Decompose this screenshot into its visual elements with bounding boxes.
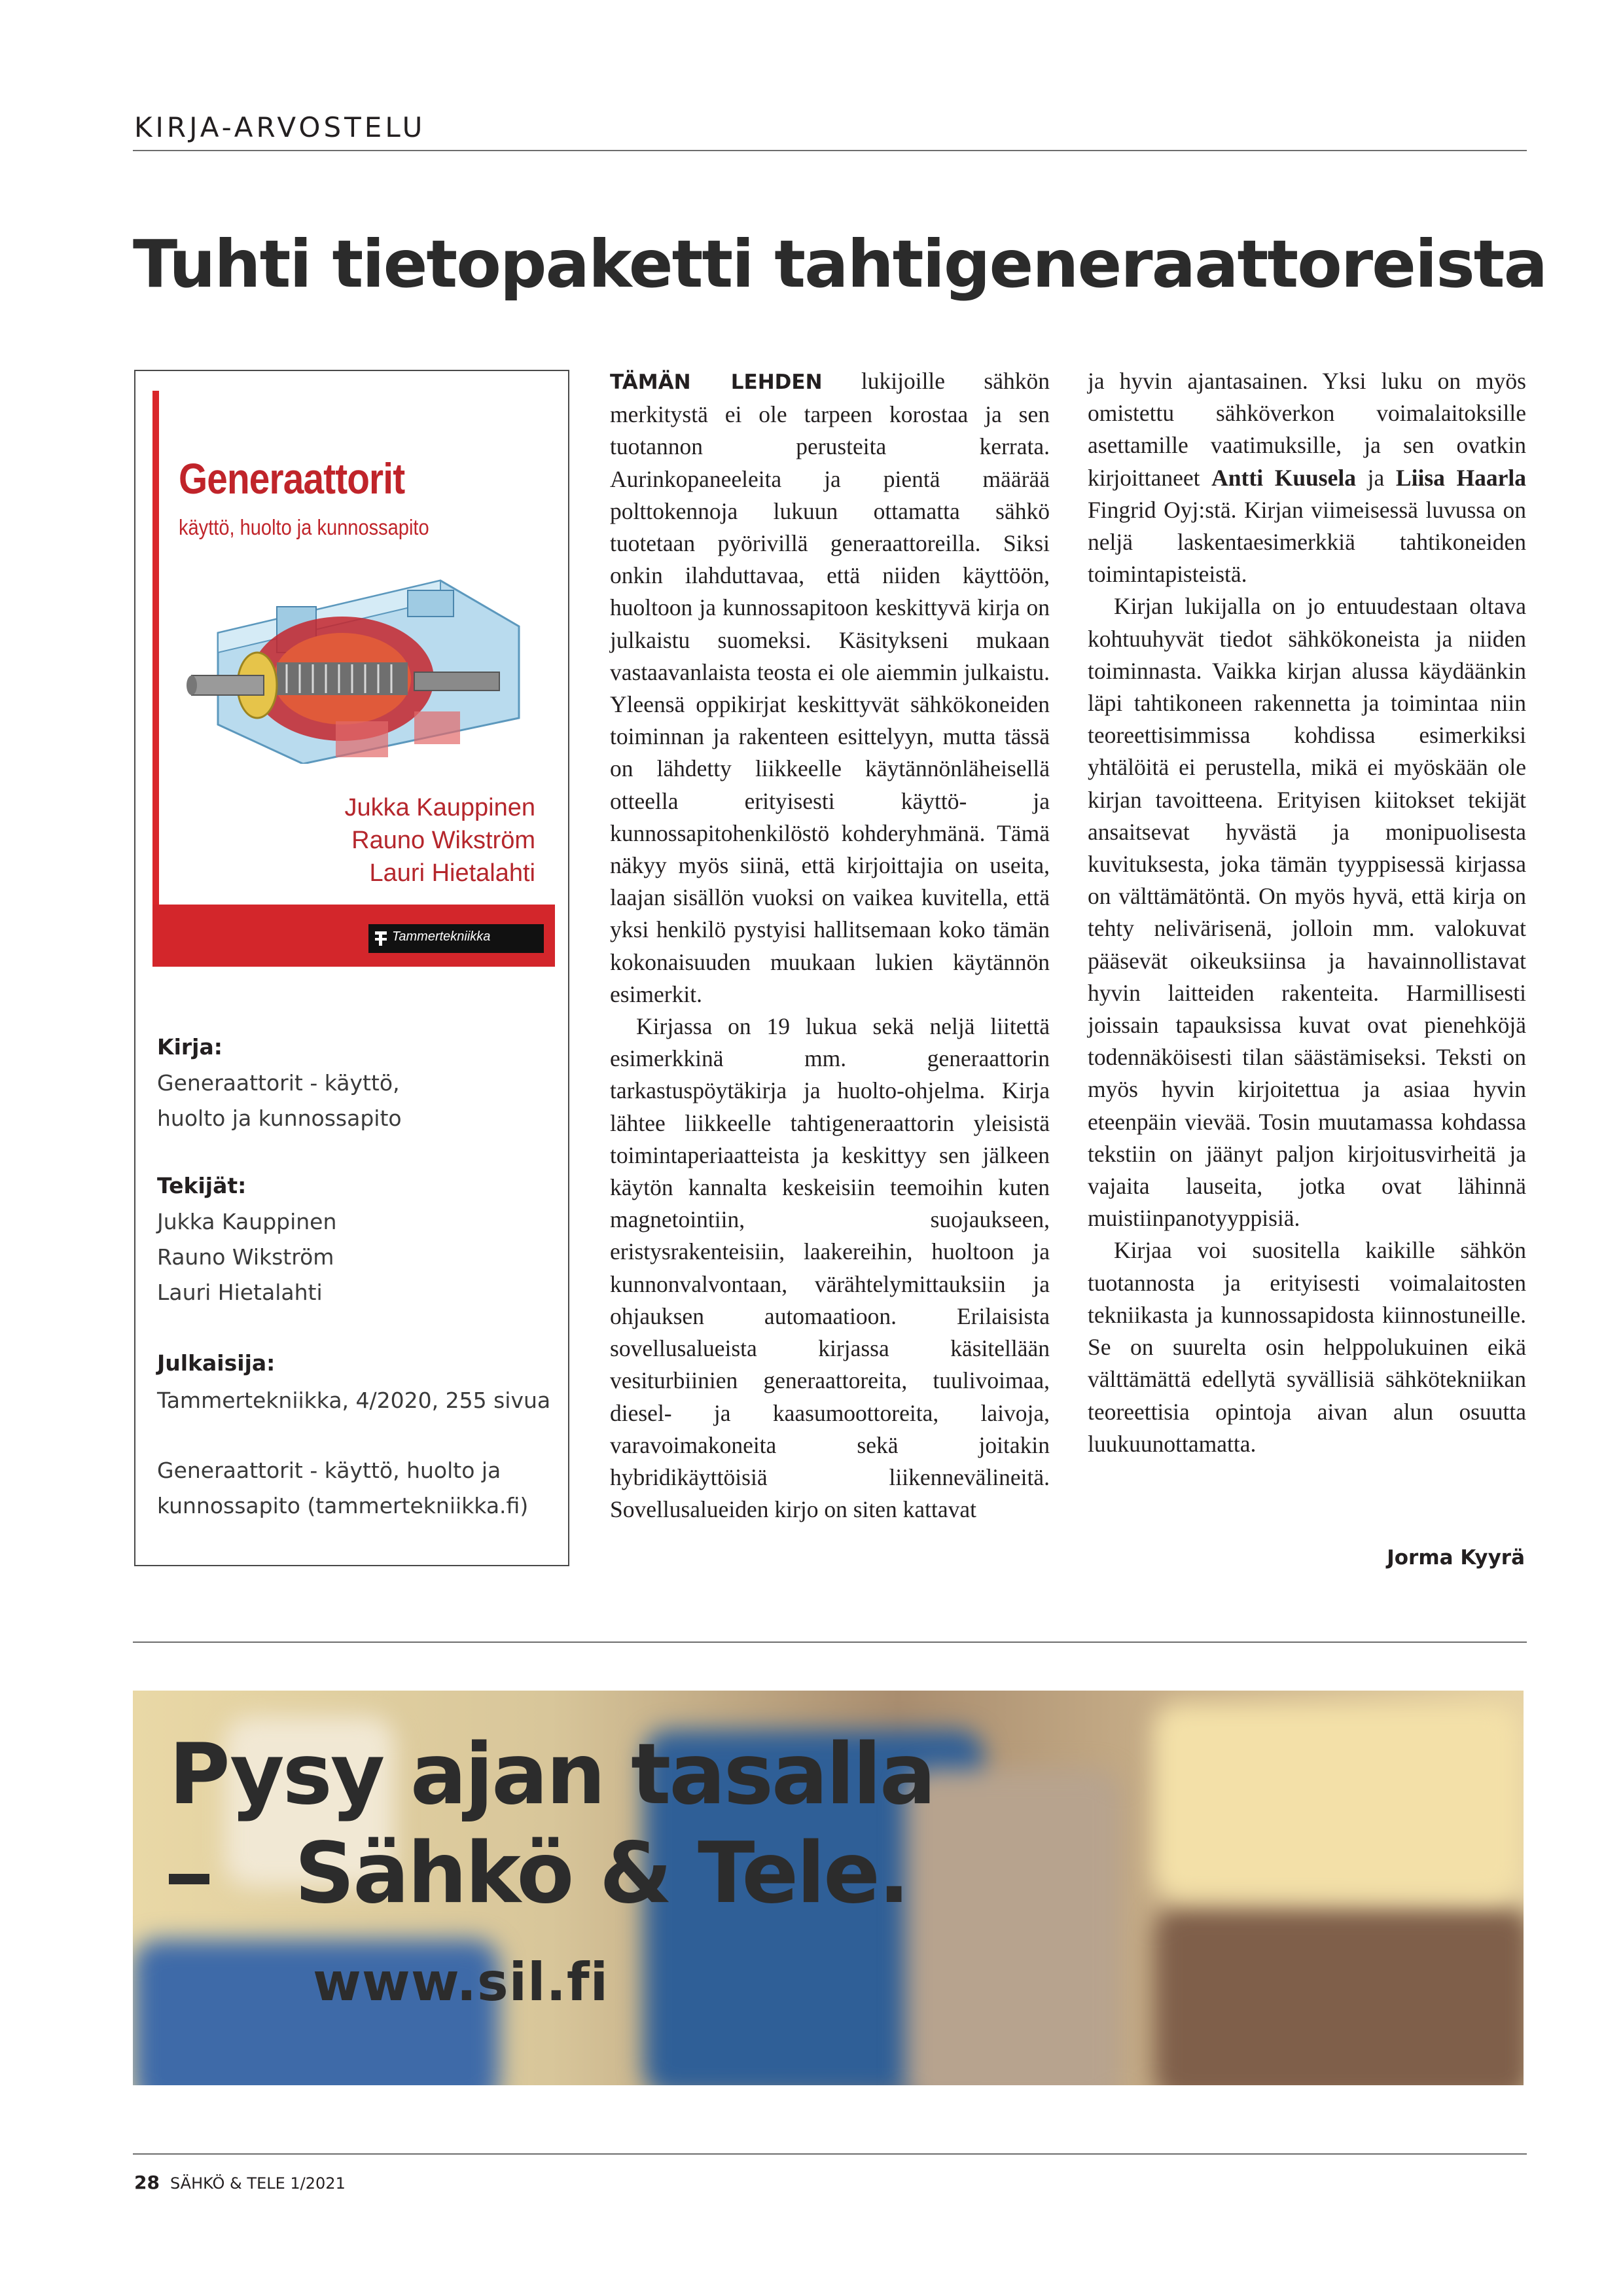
article-column-2	[1088, 365, 1526, 1460]
ad-background-blur	[905, 1769, 1121, 2085]
publisher-logo-icon	[374, 930, 388, 947]
lead-in: TÄMÄN LEHDEN	[610, 370, 823, 394]
publication-name: SÄHKÖ & TELE	[169, 2174, 285, 2193]
section-label: KIRJA-ARVOSTELU	[134, 111, 426, 143]
ad-url-link[interactable]: www.sil.fi	[313, 1952, 609, 2013]
authors-label: Tekijät:	[157, 1173, 247, 1198]
source-line: Generaattorit - käyttö, huolto ja	[157, 1458, 501, 1483]
authors-value	[157, 1204, 556, 1310]
header-divider	[133, 150, 1527, 151]
ad-dash	[169, 1874, 209, 1884]
ad-background-blur	[1154, 1704, 1520, 1900]
ad-headline-line-2-text: Sähkö & Tele.	[294, 1825, 908, 1922]
cover-red-bar	[152, 391, 159, 905]
publisher-value: Tammertekniikka, 4/2020, 255 sivua	[157, 1388, 551, 1413]
article-column-1	[610, 365, 1050, 1526]
person-name: Antti Kuusela	[1211, 464, 1356, 491]
publisher-label: Julkaisija:	[157, 1350, 276, 1376]
paragraph-1	[610, 365, 1050, 1011]
cover-subtitle: käyttö, huolto ja kunnossapito	[179, 515, 429, 539]
author-name: Rauno Wikström	[157, 1244, 334, 1270]
page-number: 28	[134, 2172, 160, 2193]
cover-author: Rauno Wikström	[351, 827, 535, 854]
source-note	[157, 1453, 556, 1524]
book-label: Kirja:	[157, 1034, 223, 1060]
paragraph-3-text: ja	[1356, 464, 1396, 491]
ad-divider	[133, 1641, 1527, 1643]
paragraph-2: Kirjassa on 19 lukua sekä neljä liitettä esimerkkinä mm. generaattorin tarkastuspöytäkirja ja huolto-ohjelma. Kirja lähtee liikkeelle tahtigeneraattorin yleisistä toimintaperiaatteista ja keskittyy sen jälkeen käytön kannalta keskeisiin teemoihin kuten magnetointiin, suojaukseen, eristysrakenteisiin, laakereihin, huoltoon ja kunnonvalvontaan, värähtelymittauksiin ja ohjauksen automaatioon. Erilaisista sovellusalueista kirjassa käsitellään vesiturbiinien generaattoreita, tuulivoimaa, diesel- ja kaasumoottoreita, laivoja, varavoimakoneita sekä joitakin hybridikäyttöisiä liikennevälineitä. Sovellusalueiden kirjo on siten kattavat	[610, 1013, 1050, 1523]
headline: Tuhti tietopaketti tahtigeneraattoreista	[133, 226, 1547, 302]
book-cover	[152, 391, 555, 967]
cover-author: Lauri Hietalahti	[369, 859, 535, 887]
cover-title: Generaattorit	[179, 454, 405, 503]
footer-divider	[133, 2153, 1527, 2155]
paragraph-5: Kirjaa voi suositella kaikille sähkön tuotannosta ja erityisesti voimalaitosten tekniikasta ja kunnossapidosta kiinnostuneille. Se on suurelta osin helppolukuinen eikä välttämättä edellytä syvällisiä sähkötekniikan teoreettisia opintoja aivan alun osuutta luukuunottamatta.	[1088, 1237, 1526, 1457]
ad-headline-line-2	[169, 1825, 908, 1922]
paragraph-1-text: lukijoille sähkön merkitystä ei ole tarpeen korostaa ja sen tuotannon perusteita kerrata. Aurinkopaneeleita ja pientä määrää polttokennoja lukuun ottamatta sähkö tuotetaan pyörivillä generaattoreilla. Siksi onkin ilahduttavaa, että niiden käyttöön, huoltoon ja kunnossapitoon keskittyvä kirja on julkaistu suomeksi. Käsitykseni mukaan vastaavanlaista teosta ei ole aiemmin julkaistu. Yleensä oppikirjat keskittyvät sähkökoneiden toiminnan ja rakenteen esittelyyn, mutta tässä on lähdetty liikkeelle käytännönläheisellä otteella erityisesti käyttö- ja kunnossapitohenkilöstö kohderyhmänä. Tämä näkyy myös siinä, että kirjoittajia on useita, laajan sisällön vuoksi on vaikea kuvitella, että yksi henkilö pystyisi hallitsemaan koko tämän kokonaisuuden muukaan lukien käytännön esimerkit.	[610, 368, 1050, 1007]
book-title-line: huolto ja kunnossapito	[157, 1105, 402, 1131]
ad-headline-line-1: Pysy ajan tasalla	[169, 1726, 935, 1823]
generator-illustration	[179, 554, 532, 764]
cover-author: Jukka Kauppinen	[344, 794, 535, 821]
book-title-line: Generaattorit - käyttö,	[157, 1070, 400, 1096]
author-signature: Jorma Kyyrä	[1387, 1546, 1525, 1570]
cover-authors	[344, 791, 535, 889]
person-name: Liisa Haarla	[1395, 464, 1527, 491]
cover-publisher: Tammertekniikka	[392, 929, 491, 944]
author-name: Jukka Kauppinen	[157, 1209, 337, 1234]
issue-number: 1/2021	[290, 2174, 346, 2193]
paragraph-3	[1088, 365, 1526, 590]
paragraph-4: Kirjan lukijalla on jo entuudestaan oltava kohtuuhyvät tiedot sähkökoneista ja niiden toiminnasta. Vaikka kirjan alussa käydäänkin läpi tahtikoneen rakennetta ja toimintaa niin teoreettisimmissa kohdissa esimerkiksi yhtälöitä ei perustella, mikä ei myöskään ole kirjan tavoitteena. Erityisen kiitokset tekijät ansaitsevat hyvästä ja monipuolisesta kuvituksesta, joka tämän tyyppisessä kirjassa on välttämätöntä. On myös hyvä, että kirja on tehty nelivärisenä, jolloin mm. valokuvat pääsevät oikeuksiinsa ja havainnollistavat hyvin laitteiden rakenteita. Harmillisesti joissain tapauksissa kuvat ovat pienehköjä todennäköisesti tilan säästämiseksi. Teksti on myös hyvin kirjoitettua ja asiaa hyvin eteenpäin vievää. Tosin muutamassa kohdassa tekstiin on jäänyt paljon kirjoitusvirheitä ja vajaita lauseita, jotka ovat lähinnä muistiinpanotyyppisiä.	[1088, 593, 1526, 1232]
page-footer	[134, 2172, 346, 2193]
book-title-value	[157, 1066, 556, 1136]
author-name: Lauri Hietalahti	[157, 1280, 323, 1305]
ad-background-blur	[1154, 1907, 1524, 2085]
paragraph-3-text: ja hyvin ajantasainen. Yksi luku on myös omistettu sähköverkon voimalaitoksille asettamille vaatimuksille, ja sen ovatkin kirjoittaneet	[1088, 368, 1526, 491]
paragraph-3-text: Fingrid Oyj:stä. Kirjan viimeisessä luvussa on neljä laskentaesimerkkiä tahtikoneiden toimintapisteistä.	[1088, 496, 1526, 588]
source-line: kunnossapito (tammertekniikka.fi)	[157, 1493, 529, 1518]
